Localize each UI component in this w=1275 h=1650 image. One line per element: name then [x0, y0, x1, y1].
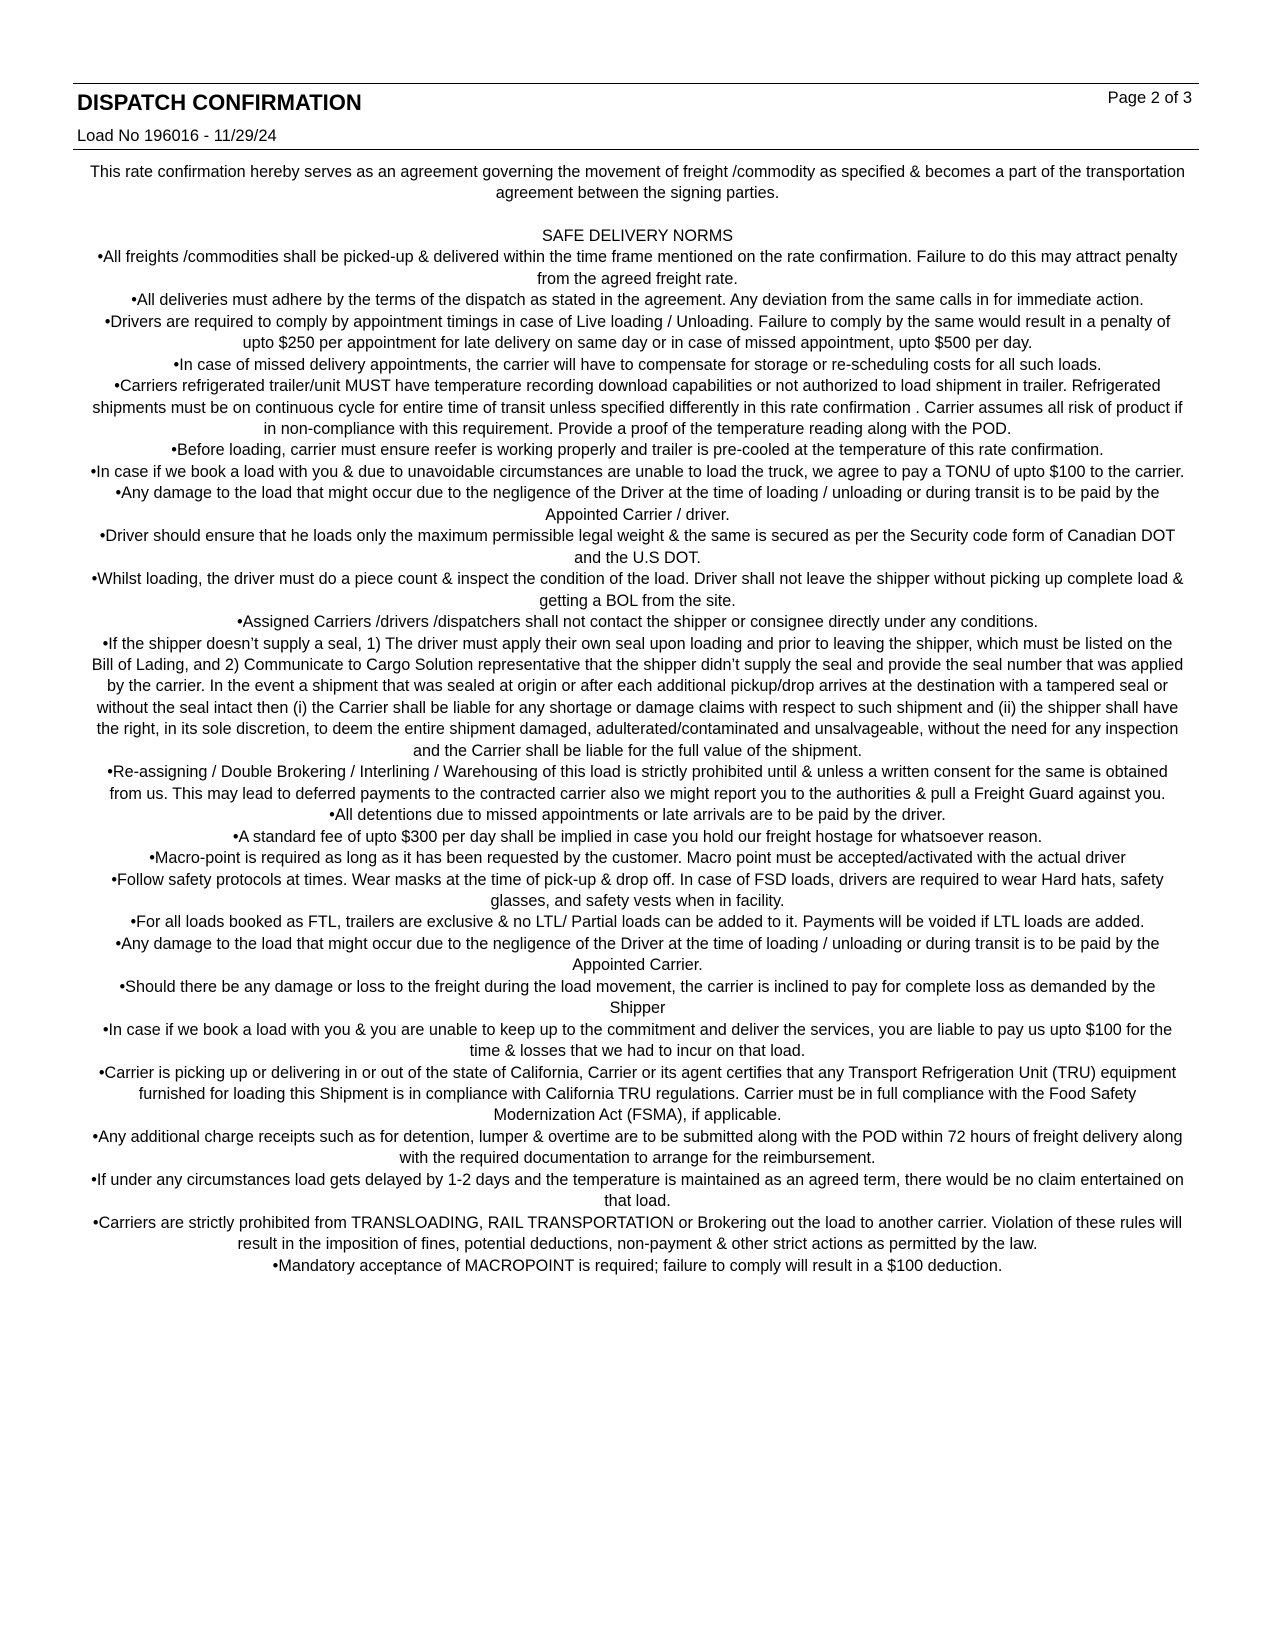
norm-item: •A standard fee of upto $300 per day shall be implied in case you hold our freight hostage for whatsoever reason.: [232, 827, 1043, 846]
intro-paragraph: This rate confirmation hereby serves as an agreement governing the movement of freight /commodity as specified & becomes a part of the transportation agreement between the signing parties.: [90, 163, 1186, 203]
norm-item: •Any damage to the load that might occur due to the negligence of the Driver at the time of loading / unloading or during transit is to be paid by the Appointed Carrier.: [115, 934, 1160, 975]
norm-item: •Carrier is picking up or delivering in or out of the state of California, Carrier or its agent certifies that any Transport Refrigeration Unit (TRU) equipment furnished for loading this Shipment is in compliance with California TRU regulations. Carrier must be in full compliance with the Food Safety Modernization Act (FSMA), if applicable.: [98, 1063, 1177, 1125]
load-number-date: Load No 196016 - 11/29/24: [77, 127, 277, 145]
norm-item: •All freights /commodities shall be picked-up & delivered within the time frame mentioned on the rate confirmation. Failure to do this may attract penalty from the agreed freight rate.: [97, 248, 1178, 288]
header-bottom-rule: [73, 149, 1199, 150]
norm-item: •All deliveries must adhere by the terms of the dispatch as stated in the agreement. Any deviation from the same calls in for immediate action.: [131, 291, 1144, 310]
terms-body: [90, 162, 1185, 1277]
norm-item: •Driver should ensure that he loads only the maximum permissible legal weight & the same is secured as per the Security code form of Canadian DOT and the U.S DOT.: [99, 527, 1176, 567]
norm-item: •Should there be any damage or loss to the freight during the load movement, the carrier is inclined to pay for complete loss as demanded by the Shipper: [119, 977, 1156, 1018]
norm-item: •If under any circumstances load gets delayed by 1-2 days and the temperature is maintained as an agreed term, there would be no claim entertained on that load.: [91, 1170, 1184, 1211]
norm-item: •If the shipper doesn’t supply a seal, 1) The driver must apply their own seal upon loading and prior to leaving the shipper, which must be listed on the Bill of Lading, and 2) Communicate to Cargo Solution representative that the shipper didn’t supply the seal and provide the seal number that was applied by the carrier. In the event a shipment that was sealed at origin or after each additional pickup/drop arrives at the destination with a tampered seal or without the seal intact then (i) the Carrier shall be liable for any shortage or damage claims with respect to such shipment and (ii) the shipper shall have the right, in its sole discretion, to deem the entire shipment damaged, adulterated/contaminated and unsalvageable, without the need for any inspection and the Carrier shall be liable for the full value of the shipment.: [91, 634, 1184, 760]
norm-item: •Follow safety protocols at times. Wear masks at the time of pick-up & drop off. In case of FSD loads, drivers are required to wear Hard hats, safety glasses, and safety vests when in facility.: [111, 870, 1164, 910]
document-title: DISPATCH CONFIRMATION: [77, 90, 362, 115]
norm-item: •In case if we book a load with you & you are unable to keep up to the commitment and deliver the services, you are liable to pay us upto $100 for the time & losses that we had to incur on that load.: [102, 1020, 1173, 1061]
page-number: Page 2 of 3: [1107, 89, 1192, 107]
norm-item: •Assigned Carriers /drivers /dispatchers shall not contact the shipper or consignee directly under any conditions.: [236, 613, 1039, 632]
norm-item: •Carriers are strictly prohibited from TRANSLOADING, RAIL TRANSPORTATION or Brokering out the load to another carrier. Violation of these rules will result in the imposition of fines, potential deductions, non-payment & other strict actions as permitted by the law.: [92, 1213, 1183, 1254]
norm-item: •Before loading, carrier must ensure reefer is working properly and trailer is pre-cooled at the temperature of this rate confirmation.: [171, 441, 1104, 460]
norms-list: [90, 247, 1185, 1277]
norm-item: •All detentions due to missed appointments or late arrivals are to be paid by the driver.: [329, 806, 946, 825]
header-top-rule: [73, 83, 1199, 84]
section-heading: SAFE DELIVERY NORMS: [541, 226, 733, 245]
norm-item: •For all loads booked as FTL, trailers are exclusive & no LTL/ Partial loads can be added to it. Payments will be voided if LTL loads are added.: [130, 913, 1145, 932]
norm-item: •Mandatory acceptance of MACROPOINT is required; failure to comply will result in a $100 deduction.: [272, 1256, 1003, 1275]
norm-item: •In case of missed delivery appointments, the carrier will have to compensate for storage or re-scheduling costs for all such loads.: [173, 355, 1102, 374]
norm-item: •Macro-point is required as long as it has been requested by the customer. Macro point must be accepted/activated with the actual driver: [149, 849, 1126, 868]
norm-item: •Any additional charge receipts such as for detention, lumper & overtime are to be submitted along with the POD within 72 hours of freight delivery along with the required documentation to arrange for the reimbursement.: [92, 1127, 1183, 1168]
norm-item: •In case if we book a load with you & due to unavoidable circumstances are unable to load the truck, we agree to pay a TONU of upto $100 to the carrier.: [90, 462, 1185, 481]
norm-item: •Whilst loading, the driver must do a piece count & inspect the condition of the load. Driver shall not leave the shipper without picking up complete load & getting a BOL from the site.: [91, 570, 1184, 610]
norm-item: •Drivers are required to comply by appointment timings in case of Live loading / Unloading. Failure to comply by the same would result in a penalty of upto $250 per appointment for late delivery on same day or in case of missed appointment, upto $500 per day.: [104, 312, 1171, 353]
norm-item: •Any damage to the load that might occur due to the negligence of the Driver at the time of loading / unloading or during transit is to be paid by the Appointed Carrier / driver.: [115, 484, 1160, 524]
norm-item: •Re-assigning / Double Brokering / Interlining / Warehousing of this load is strictly prohibited until & unless a written consent for the same is obtained from us. This may lead to deferred payments to the contracted carrier also we might report you to the authorities & pull a Freight Guard against you.: [107, 763, 1168, 803]
norm-item: •Carriers refrigerated trailer/unit MUST have temperature recording download capabilities or not authorized to load shipment in trailer. Refrigerated shipments must be on continuous cycle for entire time of transit unless specified differently in this rate confirmation . Carrier assumes all risk of product if in non-compliance with this requirement. Provide a proof of the temperature reading along with the POD.: [92, 377, 1183, 438]
